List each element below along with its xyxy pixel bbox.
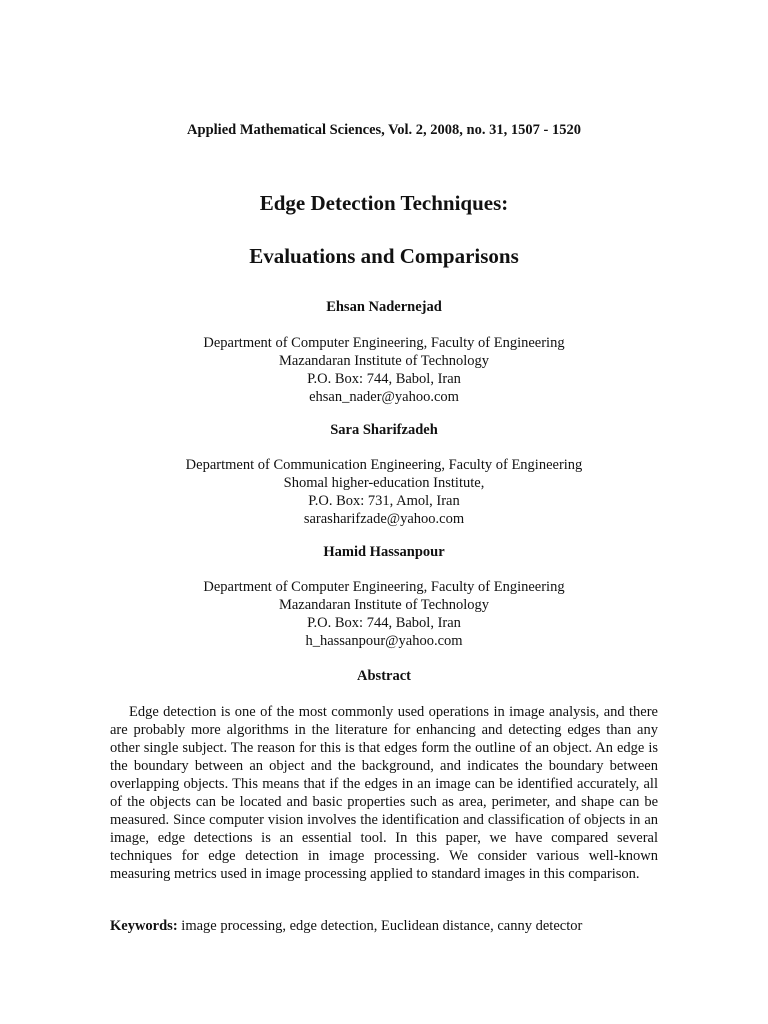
journal-citation: Applied Mathematical Sciences, Vol. 2, 2008, no. 31, 1507 - 1520 [187,122,581,138]
keywords-label: Keywords: [110,918,178,934]
affiliation-address: P.O. Box: 744, Babol, Iran [307,371,461,387]
keywords-list: image processing, edge detection, Euclidean distance, canny detector [177,918,583,934]
paper-title-line-1: Edge Detection Techniques: [259,191,509,215]
affiliation-institute: Mazandaran Institute of Technology [278,597,490,613]
author-affiliation [0,578,768,650]
affiliation-email: ehsan_nader@yahoo.com [309,389,459,405]
abstract-text: Edge detection is one of the most commonly used operations in image analysis, and there are probably more algorithms in the literature for enhancing and detecting edges than any other single subject. The reason for this is that edges form the outline of an object. An edge is the boundary between an object and the background, and indicates the boundary between overlapping objects. This means that if the edges in an image can be identified accurately, all of the objects can be located and basic properties such as area, perimeter, and shape can be measured. Since computer vision involves the identification and classification of objects in an image, edge detections is an essential tool. In this paper, we have compared several techniques for edge detection in image processing. We consider various well-known measuring metrics used in image processing applied to standard images in this comparison. [110,704,658,882]
affiliation-department: Department of Communication Engineering, Faculty of Engineering [185,457,583,473]
affiliation-address: P.O. Box: 731, Amol, Iran [308,493,460,509]
affiliation-email: h_hassanpour@yahoo.com [305,633,463,649]
affiliation-email: sarasharifzade@yahoo.com [303,511,465,527]
paper-title-line-2: Evaluations and Comparisons [249,244,519,268]
abstract-heading: Abstract [357,668,411,684]
author-name: Sara Sharifzadeh [330,422,438,438]
affiliation-institute: Mazandaran Institute of Technology [278,353,490,369]
author-name: Ehsan Nadernejad [326,299,442,315]
author-affiliation [0,456,768,528]
affiliation-address: P.O. Box: 744, Babol, Iran [307,615,461,631]
affiliation-department: Department of Computer Engineering, Faculty of Engineering [203,579,565,595]
keywords-line [110,917,670,935]
affiliation-institute: Shomal higher-education Institute, [283,475,485,491]
affiliation-department: Department of Computer Engineering, Faculty of Engineering [203,335,565,351]
author-affiliation [0,334,768,406]
author-name: Hamid Hassanpour [323,544,445,560]
